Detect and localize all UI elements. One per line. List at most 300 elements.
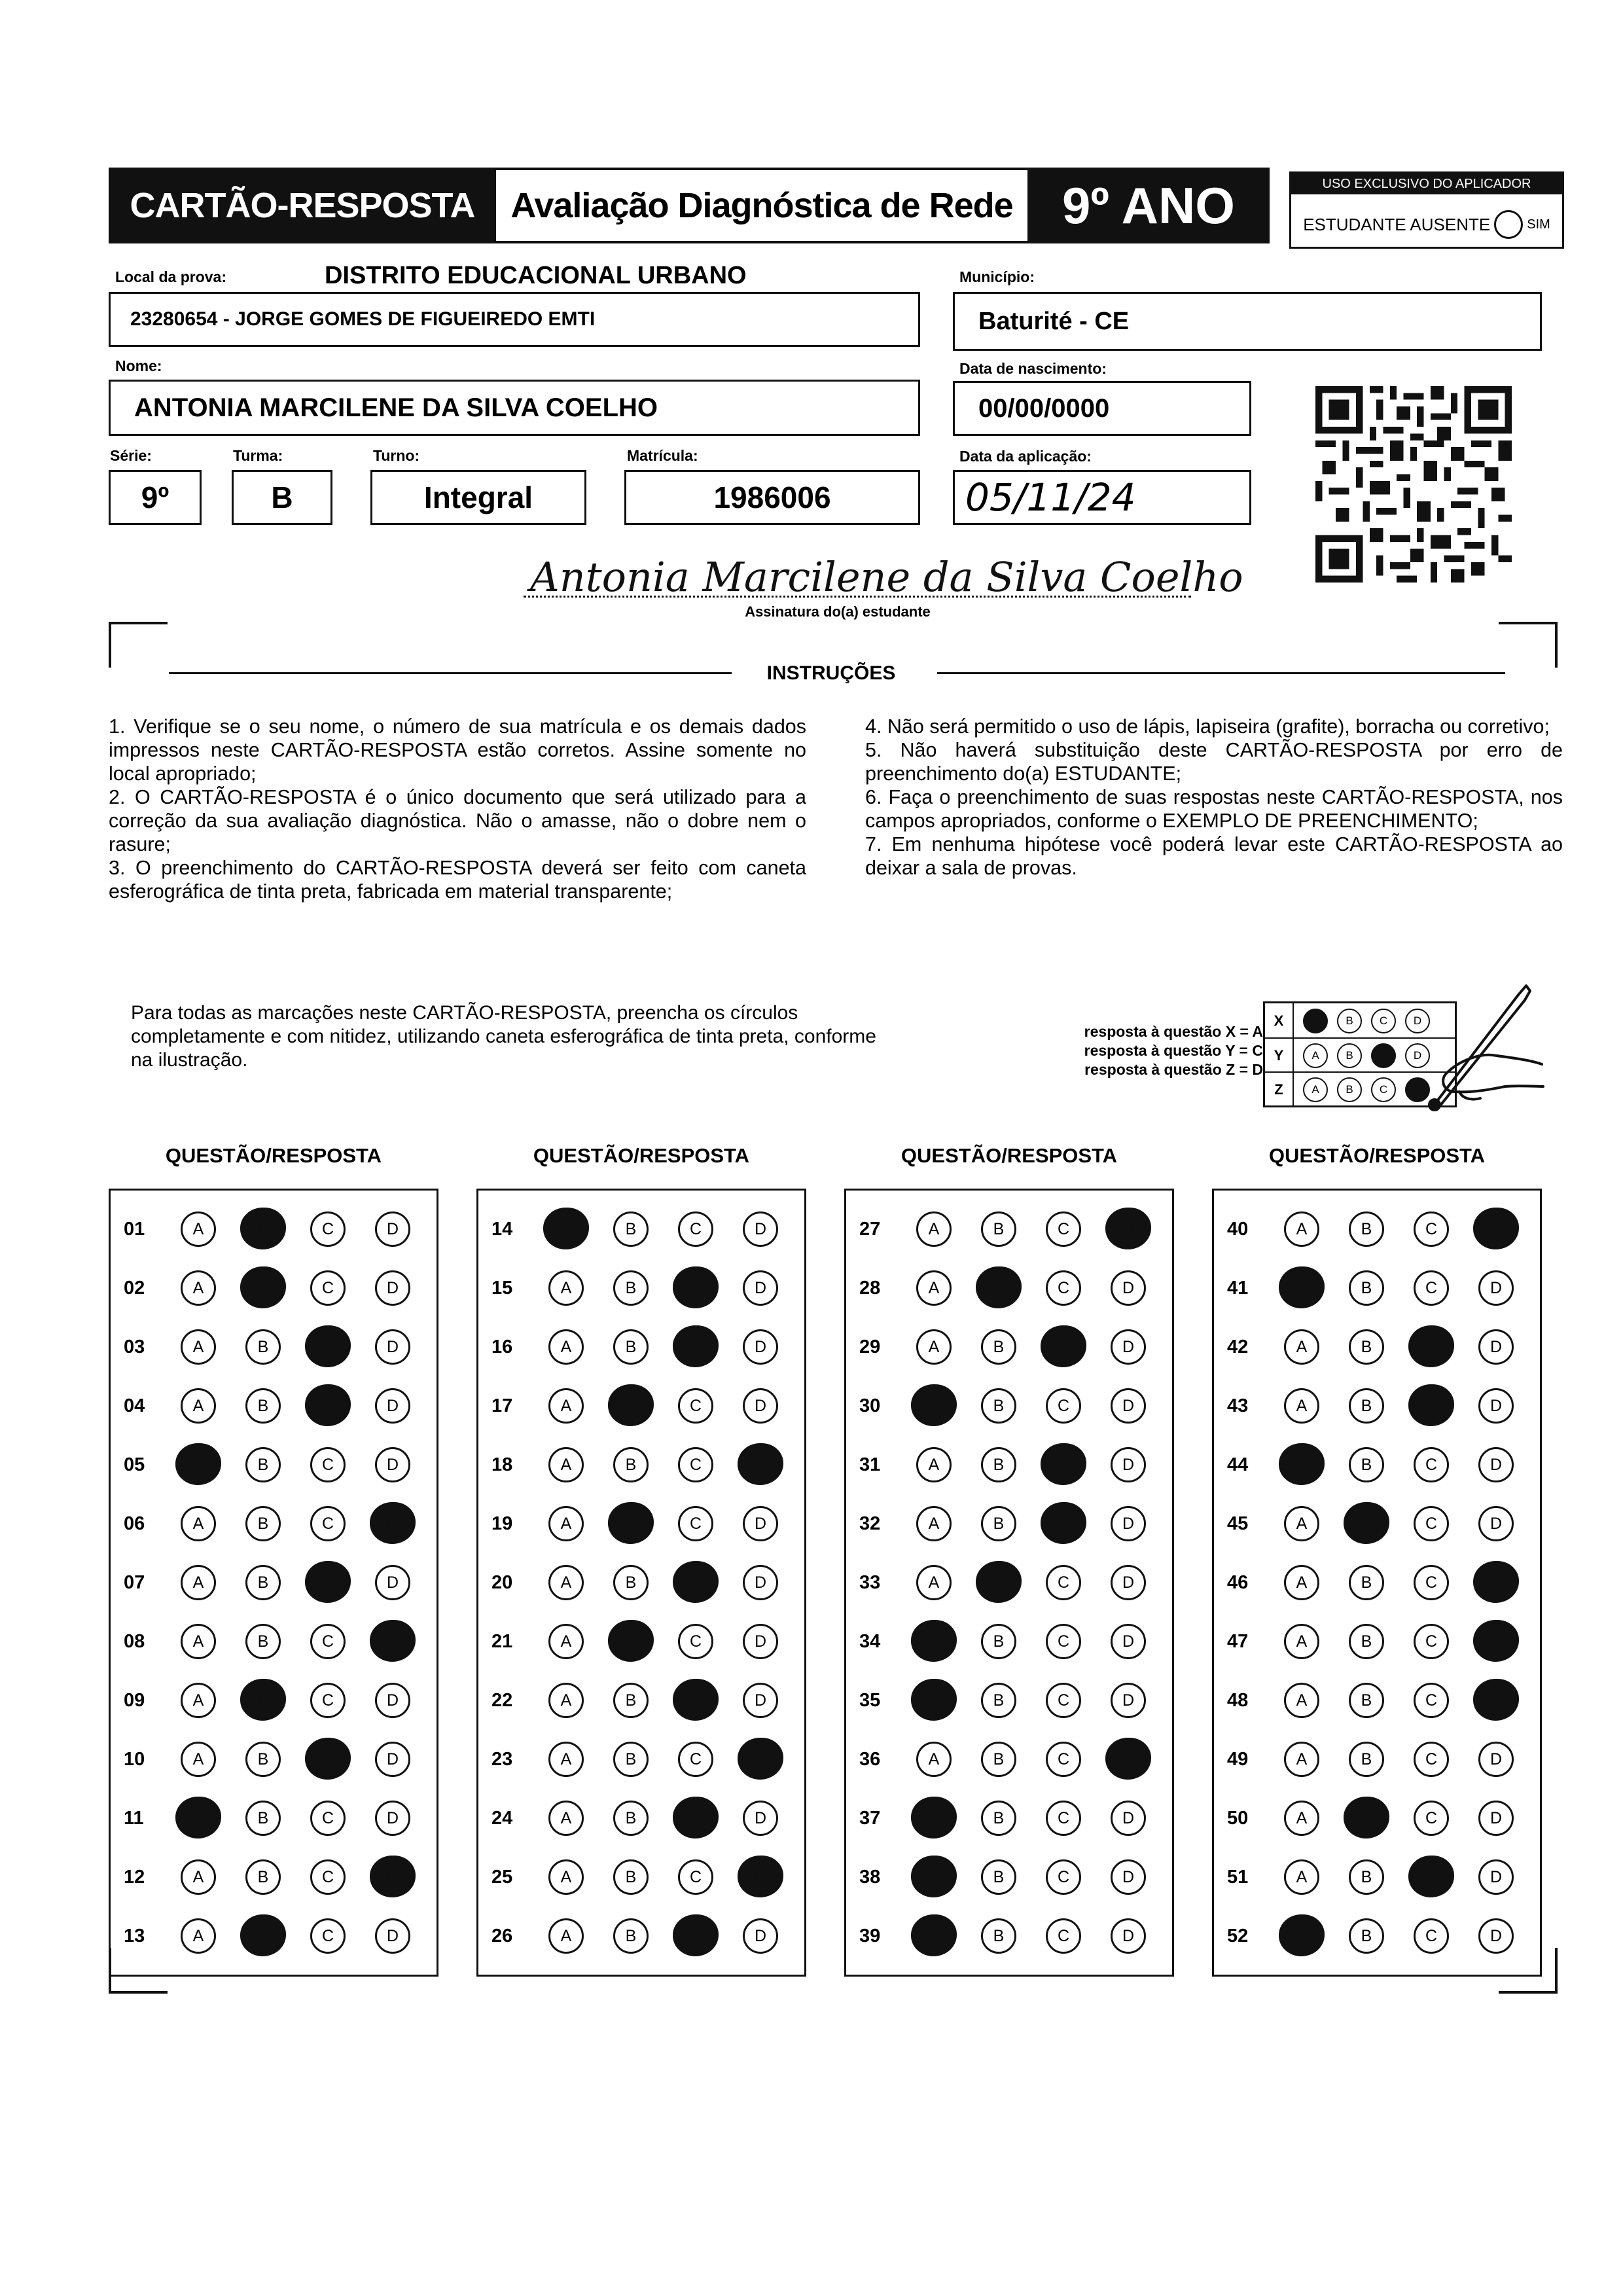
answer-bubble-c[interactable]: C bbox=[673, 1797, 719, 1839]
answer-bubble-b[interactable]: B bbox=[240, 1679, 286, 1721]
question-number: 10 bbox=[124, 1748, 145, 1770]
question-row-03 bbox=[111, 1318, 437, 1376]
answer-bubble-c[interactable]: C bbox=[310, 1211, 346, 1247]
absent-sim-label: SIM bbox=[1527, 217, 1550, 232]
answer-bubble-d[interactable]: D bbox=[743, 1565, 778, 1600]
answer-bubble-a[interactable]: A bbox=[1279, 1914, 1325, 1956]
answer-bubble-d[interactable]: D bbox=[1478, 1270, 1514, 1306]
answer-bubble-c[interactable]: C bbox=[1046, 1388, 1081, 1424]
example-bubble-c: C bbox=[1371, 1043, 1396, 1068]
question-row-09 bbox=[111, 1671, 437, 1730]
answer-bubble-a[interactable]: A bbox=[911, 1856, 957, 1897]
answer-bubble-c[interactable]: C bbox=[1046, 1624, 1081, 1659]
answer-bubble-d[interactable]: D bbox=[375, 1742, 410, 1777]
answer-bubble-a[interactable]: A bbox=[916, 1270, 952, 1306]
answer-bubble-d[interactable]: D bbox=[375, 1270, 410, 1306]
answer-bubble-b[interactable]: B bbox=[981, 1742, 1016, 1777]
answer-bubble-d[interactable]: D bbox=[743, 1270, 778, 1306]
question-number: 44 bbox=[1227, 1454, 1249, 1475]
answer-bubble-c[interactable]: C bbox=[1046, 1565, 1081, 1600]
question-row-37 bbox=[846, 1789, 1172, 1848]
answer-bubble-d[interactable]: D bbox=[1473, 1620, 1519, 1662]
signature-label: Assinatura do(a) estudante bbox=[745, 603, 931, 620]
example-bubble-b: B bbox=[1337, 1009, 1362, 1033]
answer-bubble-b[interactable]: B bbox=[613, 1683, 649, 1718]
answer-bubble-d[interactable]: D bbox=[370, 1620, 416, 1662]
answer-bubble-d[interactable]: D bbox=[1111, 1565, 1146, 1600]
instruction-3: 3. O preenchimento do CARTÃO-RESPOSTA deverá ser feito com caneta esferográfica de tinta preta, fabricada em material transparente; bbox=[109, 857, 806, 903]
answer-bubble-c[interactable]: C bbox=[1046, 1742, 1081, 1777]
example-bubble-d: D bbox=[1405, 1009, 1430, 1033]
answer-bubble-a[interactable]: A bbox=[911, 1620, 957, 1662]
answer-bubble-c[interactable]: C bbox=[1414, 1270, 1449, 1306]
question-number: 31 bbox=[859, 1454, 881, 1475]
answer-bubble-d[interactable]: D bbox=[370, 1502, 416, 1544]
student-signature: Antonia Marcilene da Silva Coelho bbox=[530, 553, 1243, 601]
answer-bubble-d[interactable]: D bbox=[1105, 1208, 1151, 1249]
answer-bubble-d[interactable]: D bbox=[1473, 1679, 1519, 1721]
answer-bubble-c[interactable]: C bbox=[305, 1738, 351, 1780]
fill-example-key bbox=[1008, 1022, 1263, 1079]
answer-bubble-a[interactable]: A bbox=[911, 1679, 957, 1721]
answer-bubble-a[interactable]: A bbox=[181, 1859, 216, 1895]
question-row-18 bbox=[478, 1435, 804, 1494]
answer-bubble-b[interactable]: B bbox=[976, 1266, 1022, 1308]
question-number: 37 bbox=[859, 1807, 881, 1829]
question-number: 35 bbox=[859, 1689, 881, 1711]
answer-bubble-c[interactable]: C bbox=[1414, 1742, 1449, 1777]
answer-bubble-d[interactable]: D bbox=[1111, 1388, 1146, 1424]
answer-bubble-d[interactable]: D bbox=[743, 1801, 778, 1836]
answer-bubble-c[interactable]: C bbox=[1041, 1502, 1086, 1544]
answer-bubble-a[interactable]: A bbox=[1284, 1211, 1319, 1247]
answer-bubble-b[interactable]: B bbox=[1344, 1502, 1389, 1544]
instructions-rule-left bbox=[169, 672, 732, 674]
answer-bubble-c[interactable]: C bbox=[678, 1742, 713, 1777]
question-number: 48 bbox=[1227, 1689, 1249, 1711]
question-number: 13 bbox=[124, 1925, 145, 1946]
answer-bubble-a[interactable]: A bbox=[548, 1683, 584, 1718]
answer-bubble-a[interactable]: A bbox=[175, 1443, 221, 1485]
answer-bubble-c[interactable]: C bbox=[1046, 1683, 1081, 1718]
answer-bubble-b[interactable]: B bbox=[613, 1447, 649, 1482]
answer-bubble-c[interactable]: C bbox=[673, 1266, 719, 1308]
answer-bubble-c[interactable]: C bbox=[1041, 1443, 1086, 1485]
answer-bubble-c[interactable]: C bbox=[310, 1624, 346, 1659]
answer-bubble-a[interactable]: A bbox=[1279, 1266, 1325, 1308]
answer-bubble-a[interactable]: A bbox=[548, 1624, 584, 1659]
answer-bubble-c[interactable]: C bbox=[310, 1683, 346, 1718]
answer-bubble-a[interactable]: A bbox=[548, 1801, 584, 1836]
answer-bubble-a[interactable]: A bbox=[548, 1742, 584, 1777]
answer-bubble-c[interactable]: C bbox=[305, 1325, 351, 1367]
answer-bubble-c[interactable]: C bbox=[673, 1561, 719, 1603]
answer-bubble-d[interactable]: D bbox=[738, 1738, 783, 1780]
answer-bubble-d[interactable]: D bbox=[743, 1918, 778, 1954]
answer-bubble-d[interactable]: D bbox=[1111, 1329, 1146, 1365]
exam-title: Avaliação Diagnóstica de Rede bbox=[496, 168, 1027, 243]
answer-bubble-b[interactable]: B bbox=[613, 1859, 649, 1895]
answer-column-1 bbox=[109, 1189, 438, 1977]
column-title: QUESTÃO/RESPOSTA bbox=[165, 1144, 382, 1167]
answer-bubble-c[interactable]: C bbox=[310, 1801, 346, 1836]
answer-bubble-a[interactable]: A bbox=[1284, 1801, 1319, 1836]
answer-bubble-b[interactable]: B bbox=[245, 1447, 281, 1482]
answer-bubble-b[interactable]: B bbox=[245, 1859, 281, 1895]
answer-bubble-c[interactable]: C bbox=[1414, 1506, 1449, 1541]
answer-bubble-a[interactable]: A bbox=[548, 1506, 584, 1541]
answer-bubble-b[interactable]: B bbox=[613, 1801, 649, 1836]
question-row-20 bbox=[478, 1553, 804, 1612]
answer-bubble-b[interactable]: B bbox=[1344, 1797, 1389, 1839]
nome-label: Nome: bbox=[115, 357, 162, 374]
answer-bubble-b[interactable]: B bbox=[1349, 1624, 1384, 1659]
answer-bubble-d[interactable]: D bbox=[1111, 1859, 1146, 1895]
question-number: 16 bbox=[491, 1336, 513, 1357]
answer-bubble-d[interactable]: D bbox=[1111, 1270, 1146, 1306]
question-row-52 bbox=[1214, 1907, 1540, 1965]
answer-bubble-d[interactable]: D bbox=[1478, 1506, 1514, 1541]
answer-bubble-a[interactable]: A bbox=[911, 1384, 957, 1426]
answer-bubble-a[interactable]: A bbox=[1284, 1683, 1319, 1718]
answer-bubble-d[interactable]: D bbox=[375, 1329, 410, 1365]
answer-bubble-a[interactable]: A bbox=[548, 1447, 584, 1482]
answer-bubble-c[interactable]: C bbox=[310, 1447, 346, 1482]
turno-field: Integral bbox=[370, 470, 586, 525]
answer-bubble-d[interactable]: D bbox=[743, 1506, 778, 1541]
question-row-10 bbox=[111, 1730, 437, 1789]
answer-bubble-c[interactable]: C bbox=[673, 1679, 719, 1721]
answer-bubble-a[interactable]: A bbox=[181, 1329, 216, 1365]
question-row-19 bbox=[478, 1494, 804, 1553]
answer-bubble-c[interactable]: C bbox=[1046, 1918, 1081, 1954]
answer-bubble-d[interactable]: D bbox=[743, 1329, 778, 1365]
answer-bubble-b[interactable]: B bbox=[245, 1565, 281, 1600]
grade-label: 9º ANO bbox=[1027, 168, 1270, 243]
answer-bubble-d[interactable]: D bbox=[375, 1918, 410, 1954]
answer-bubble-c[interactable]: C bbox=[673, 1914, 719, 1956]
nome-field: ANTONIA MARCILENE DA SILVA COELHO bbox=[109, 380, 920, 436]
question-row-17 bbox=[478, 1376, 804, 1435]
answer-bubble-b[interactable]: B bbox=[981, 1211, 1016, 1247]
answer-bubble-b[interactable]: B bbox=[981, 1329, 1016, 1365]
answer-bubble-c[interactable]: C bbox=[678, 1859, 713, 1895]
answer-bubble-c[interactable]: C bbox=[1408, 1325, 1454, 1367]
answer-bubble-a[interactable]: A bbox=[181, 1683, 216, 1718]
question-row-46 bbox=[1214, 1553, 1540, 1612]
answer-bubble-b[interactable]: B bbox=[608, 1620, 654, 1662]
answer-bubble-d[interactable]: D bbox=[375, 1388, 410, 1424]
answer-bubble-c[interactable]: C bbox=[1408, 1384, 1454, 1426]
question-row-06 bbox=[111, 1494, 437, 1553]
answer-bubble-a[interactable]: A bbox=[175, 1797, 221, 1839]
question-row-51 bbox=[1214, 1848, 1540, 1907]
answer-bubble-a[interactable]: A bbox=[916, 1329, 952, 1365]
answer-bubble-d[interactable]: D bbox=[1478, 1447, 1514, 1482]
answer-bubble-d[interactable]: D bbox=[1478, 1329, 1514, 1365]
answer-bubble-d[interactable]: D bbox=[375, 1683, 410, 1718]
answer-bubble-c[interactable]: C bbox=[1046, 1211, 1081, 1247]
question-number: 30 bbox=[859, 1395, 881, 1416]
answer-column-3 bbox=[844, 1189, 1174, 1977]
answer-bubble-b[interactable]: B bbox=[1349, 1859, 1384, 1895]
answer-bubble-d[interactable]: D bbox=[1105, 1738, 1151, 1780]
answer-bubble-a[interactable]: A bbox=[1284, 1742, 1319, 1777]
answer-bubble-d[interactable]: D bbox=[743, 1624, 778, 1659]
answer-bubble-b[interactable]: B bbox=[613, 1329, 649, 1365]
answer-bubble-b[interactable]: B bbox=[608, 1502, 654, 1544]
answer-bubble-b[interactable]: B bbox=[976, 1561, 1022, 1603]
question-number: 14 bbox=[491, 1218, 513, 1240]
example-row-label: Z bbox=[1265, 1073, 1294, 1107]
answer-bubble-c[interactable]: C bbox=[1046, 1270, 1081, 1306]
answer-bubble-c[interactable]: C bbox=[673, 1325, 719, 1367]
answer-bubble-c[interactable]: C bbox=[305, 1561, 351, 1603]
question-number: 07 bbox=[124, 1571, 145, 1593]
answer-bubble-a[interactable]: A bbox=[911, 1914, 957, 1956]
answer-bubble-a[interactable]: A bbox=[916, 1565, 952, 1600]
answer-bubble-a[interactable]: A bbox=[548, 1565, 584, 1600]
answer-bubble-d[interactable]: D bbox=[1473, 1208, 1519, 1249]
answer-bubble-b[interactable]: B bbox=[613, 1270, 649, 1306]
instruction-6: 6. Faça o preenchimento de suas respostas neste CARTÃO-RESPOSTA, nos campos apropriados, conforme o EXEMPLO DE PREENCHIMENTO; bbox=[865, 786, 1563, 832]
answer-bubble-b[interactable]: B bbox=[981, 1506, 1016, 1541]
question-number: 02 bbox=[124, 1277, 145, 1299]
question-row-43 bbox=[1214, 1376, 1540, 1435]
card-title: CARTÃO-RESPOSTA bbox=[109, 168, 496, 243]
absent-row bbox=[1291, 200, 1562, 249]
serie-field: 9º bbox=[109, 470, 202, 525]
question-row-30 bbox=[846, 1376, 1172, 1435]
question-number: 43 bbox=[1227, 1395, 1249, 1416]
answer-bubble-b[interactable]: B bbox=[981, 1624, 1016, 1659]
question-row-35 bbox=[846, 1671, 1172, 1730]
answer-bubble-d[interactable]: D bbox=[1111, 1801, 1146, 1836]
answer-bubble-a[interactable]: A bbox=[1284, 1859, 1319, 1895]
answer-bubble-d[interactable]: D bbox=[743, 1211, 778, 1247]
answer-bubble-d[interactable]: D bbox=[375, 1801, 410, 1836]
answer-bubble-b[interactable]: B bbox=[1349, 1211, 1384, 1247]
answer-bubble-a[interactable]: A bbox=[181, 1270, 216, 1306]
question-number: 27 bbox=[859, 1218, 881, 1240]
answer-bubble-a[interactable]: A bbox=[1279, 1443, 1325, 1485]
question-row-41 bbox=[1214, 1259, 1540, 1318]
answer-bubble-c[interactable]: C bbox=[310, 1859, 346, 1895]
answer-bubble-b[interactable]: B bbox=[613, 1211, 649, 1247]
question-row-07 bbox=[111, 1553, 437, 1612]
answer-bubble-c[interactable]: C bbox=[678, 1624, 713, 1659]
question-number: 49 bbox=[1227, 1748, 1249, 1770]
answer-bubble-b[interactable]: B bbox=[240, 1914, 286, 1956]
answer-bubble-d[interactable]: D bbox=[1478, 1388, 1514, 1424]
answer-bubble-c[interactable]: C bbox=[1414, 1801, 1449, 1836]
answer-bubble-b[interactable]: B bbox=[981, 1683, 1016, 1718]
answer-bubble-c[interactable]: C bbox=[1414, 1211, 1449, 1247]
answer-bubble-d[interactable]: D bbox=[738, 1856, 783, 1897]
answer-bubble-c[interactable]: C bbox=[310, 1506, 346, 1541]
answer-bubble-b[interactable]: B bbox=[613, 1565, 649, 1600]
answer-bubble-d[interactable]: D bbox=[743, 1683, 778, 1718]
answer-bubble-b[interactable]: B bbox=[245, 1801, 281, 1836]
answer-bubble-a[interactable]: A bbox=[548, 1270, 584, 1306]
answer-bubble-c[interactable]: C bbox=[1414, 1565, 1449, 1600]
answer-bubble-b[interactable]: B bbox=[981, 1859, 1016, 1895]
answer-bubble-a[interactable]: A bbox=[181, 1388, 216, 1424]
answer-bubble-c[interactable]: C bbox=[1414, 1918, 1449, 1954]
question-row-21 bbox=[478, 1612, 804, 1671]
answer-bubble-d[interactable]: D bbox=[1473, 1561, 1519, 1603]
question-number: 12 bbox=[124, 1866, 145, 1888]
answer-bubble-c[interactable]: C bbox=[1041, 1325, 1086, 1367]
answer-bubble-b[interactable]: B bbox=[245, 1506, 281, 1541]
answer-bubble-b[interactable]: B bbox=[1349, 1388, 1384, 1424]
answer-bubble-d[interactable]: D bbox=[1478, 1801, 1514, 1836]
answer-bubble-a[interactable]: A bbox=[1284, 1506, 1319, 1541]
question-number: 06 bbox=[124, 1513, 145, 1534]
question-number: 39 bbox=[859, 1925, 881, 1946]
answer-bubble-d[interactable]: D bbox=[1111, 1624, 1146, 1659]
applicator-box bbox=[1289, 171, 1564, 249]
answer-bubble-c[interactable]: C bbox=[1414, 1683, 1449, 1718]
question-row-01 bbox=[111, 1200, 437, 1259]
column-title: QUESTÃO/RESPOSTA bbox=[533, 1144, 750, 1167]
answer-bubble-c[interactable]: C bbox=[678, 1447, 713, 1482]
answer-bubble-a[interactable]: A bbox=[916, 1211, 952, 1247]
answer-bubble-c[interactable]: C bbox=[310, 1270, 346, 1306]
answer-bubble-d[interactable]: D bbox=[1111, 1918, 1146, 1954]
answer-bubble-b[interactable]: B bbox=[245, 1329, 281, 1365]
example-key-x: resposta à questão X = A bbox=[1084, 1023, 1263, 1040]
answer-bubble-d[interactable]: D bbox=[1478, 1742, 1514, 1777]
answer-bubble-d[interactable]: D bbox=[738, 1443, 783, 1485]
answer-bubble-c[interactable]: C bbox=[310, 1918, 346, 1954]
question-number: 40 bbox=[1227, 1218, 1249, 1240]
answer-bubble-a[interactable]: A bbox=[548, 1918, 584, 1954]
answer-bubble-a[interactable]: A bbox=[181, 1624, 216, 1659]
answer-bubble-a[interactable]: A bbox=[181, 1742, 216, 1777]
answer-bubble-d[interactable]: D bbox=[1111, 1683, 1146, 1718]
answer-bubble-a[interactable]: A bbox=[916, 1506, 952, 1541]
question-number: 36 bbox=[859, 1748, 881, 1770]
question-number: 22 bbox=[491, 1689, 513, 1711]
answer-bubble-d[interactable]: D bbox=[1478, 1918, 1514, 1954]
answer-bubble-b[interactable]: B bbox=[240, 1266, 286, 1308]
answer-bubble-a[interactable]: A bbox=[548, 1388, 584, 1424]
answer-bubble-b[interactable]: B bbox=[981, 1918, 1016, 1954]
answer-bubble-b[interactable]: B bbox=[1349, 1918, 1384, 1954]
answer-bubble-c[interactable]: C bbox=[1408, 1856, 1454, 1897]
turma-label: Turma: bbox=[233, 447, 283, 464]
answer-bubble-c[interactable]: C bbox=[678, 1211, 713, 1247]
answer-bubble-a[interactable]: A bbox=[1284, 1565, 1319, 1600]
answer-bubble-a[interactable]: A bbox=[181, 1506, 216, 1541]
answer-bubble-a[interactable]: A bbox=[543, 1208, 589, 1249]
answer-bubble-b[interactable]: B bbox=[1349, 1270, 1384, 1306]
question-row-08 bbox=[111, 1612, 437, 1671]
answer-bubble-b[interactable]: B bbox=[981, 1388, 1016, 1424]
question-number: 28 bbox=[859, 1277, 881, 1299]
municipio-label: Município: bbox=[959, 268, 1035, 285]
answer-bubble-b[interactable]: B bbox=[1349, 1565, 1384, 1600]
district-name: DISTRITO EDUCACIONAL URBANO bbox=[325, 262, 747, 289]
answer-bubble-a[interactable]: A bbox=[548, 1329, 584, 1365]
answer-bubble-a[interactable]: A bbox=[1284, 1388, 1319, 1424]
question-number: 41 bbox=[1227, 1277, 1249, 1299]
answer-bubble-b[interactable]: B bbox=[245, 1742, 281, 1777]
signature-line bbox=[524, 596, 1191, 598]
question-number: 04 bbox=[124, 1395, 145, 1416]
answer-bubble-b[interactable]: B bbox=[608, 1384, 654, 1426]
answer-bubble-b[interactable]: B bbox=[240, 1208, 286, 1249]
example-bubble-b: B bbox=[1337, 1043, 1362, 1068]
answer-bubble-d[interactable]: D bbox=[375, 1211, 410, 1247]
question-row-02 bbox=[111, 1259, 437, 1318]
answer-bubble-a[interactable]: A bbox=[181, 1211, 216, 1247]
answer-bubble-b[interactable]: B bbox=[981, 1447, 1016, 1482]
answer-bubble-a[interactable]: A bbox=[181, 1918, 216, 1954]
answer-bubble-b[interactable]: B bbox=[613, 1918, 649, 1954]
answer-bubble-b[interactable]: B bbox=[1349, 1742, 1384, 1777]
answer-bubble-a[interactable]: A bbox=[548, 1859, 584, 1895]
answer-bubble-d[interactable]: D bbox=[375, 1565, 410, 1600]
question-number: 51 bbox=[1227, 1866, 1249, 1888]
answer-bubble-a[interactable]: A bbox=[1284, 1329, 1319, 1365]
question-number: 50 bbox=[1227, 1807, 1249, 1829]
answer-bubble-a[interactable]: A bbox=[916, 1742, 952, 1777]
example-bubble-d: D bbox=[1405, 1077, 1430, 1102]
aplicacao-label: Data da aplicação: bbox=[959, 448, 1092, 465]
answer-bubble-a[interactable]: A bbox=[911, 1797, 957, 1839]
answer-bubble-b[interactable]: B bbox=[613, 1742, 649, 1777]
answer-bubble-d[interactable]: D bbox=[1111, 1447, 1146, 1482]
local-label: Local da prova: bbox=[115, 268, 226, 285]
absent-checkbox[interactable] bbox=[1494, 210, 1523, 239]
answer-bubble-b[interactable]: B bbox=[1349, 1447, 1384, 1482]
answer-bubble-b[interactable]: B bbox=[245, 1388, 281, 1424]
example-bubble-c: C bbox=[1371, 1009, 1396, 1033]
answer-bubble-a[interactable]: A bbox=[916, 1447, 952, 1482]
turno-label: Turno: bbox=[373, 447, 420, 464]
question-row-32 bbox=[846, 1494, 1172, 1553]
answer-bubble-b[interactable]: B bbox=[245, 1624, 281, 1659]
question-number: 19 bbox=[491, 1513, 513, 1534]
answer-bubble-d[interactable]: D bbox=[743, 1388, 778, 1424]
answer-bubble-b[interactable]: B bbox=[1349, 1683, 1384, 1718]
serie-label: Série: bbox=[110, 447, 152, 464]
answer-bubble-d[interactable]: D bbox=[370, 1856, 416, 1897]
answer-bubble-c[interactable]: C bbox=[1414, 1624, 1449, 1659]
answer-bubble-a[interactable]: A bbox=[1284, 1624, 1319, 1659]
answer-bubble-c[interactable]: C bbox=[1046, 1859, 1081, 1895]
answer-bubble-c[interactable]: C bbox=[678, 1506, 713, 1541]
answer-bubble-d[interactable]: D bbox=[1478, 1859, 1514, 1895]
question-number: 09 bbox=[124, 1689, 145, 1711]
instruction-4: 4. Não será permitido o uso de lápis, lapiseira (grafite), borracha ou corretivo; bbox=[865, 715, 1550, 738]
answer-bubble-c[interactable]: C bbox=[1046, 1801, 1081, 1836]
answer-bubble-c[interactable]: C bbox=[305, 1384, 351, 1426]
example-bubble-c: C bbox=[1371, 1077, 1396, 1102]
question-number: 01 bbox=[124, 1218, 145, 1240]
answer-bubble-b[interactable]: B bbox=[981, 1801, 1016, 1836]
example-row-label: X bbox=[1265, 1003, 1294, 1039]
answer-bubble-c[interactable]: C bbox=[678, 1388, 713, 1424]
answer-bubble-d[interactable]: D bbox=[1111, 1506, 1146, 1541]
answer-bubble-c[interactable]: C bbox=[1414, 1447, 1449, 1482]
answer-bubble-b[interactable]: B bbox=[1349, 1329, 1384, 1365]
pen-hand-icon bbox=[1420, 982, 1544, 1113]
answer-bubble-a[interactable]: A bbox=[181, 1565, 216, 1600]
answer-bubble-d[interactable]: D bbox=[375, 1447, 410, 1482]
